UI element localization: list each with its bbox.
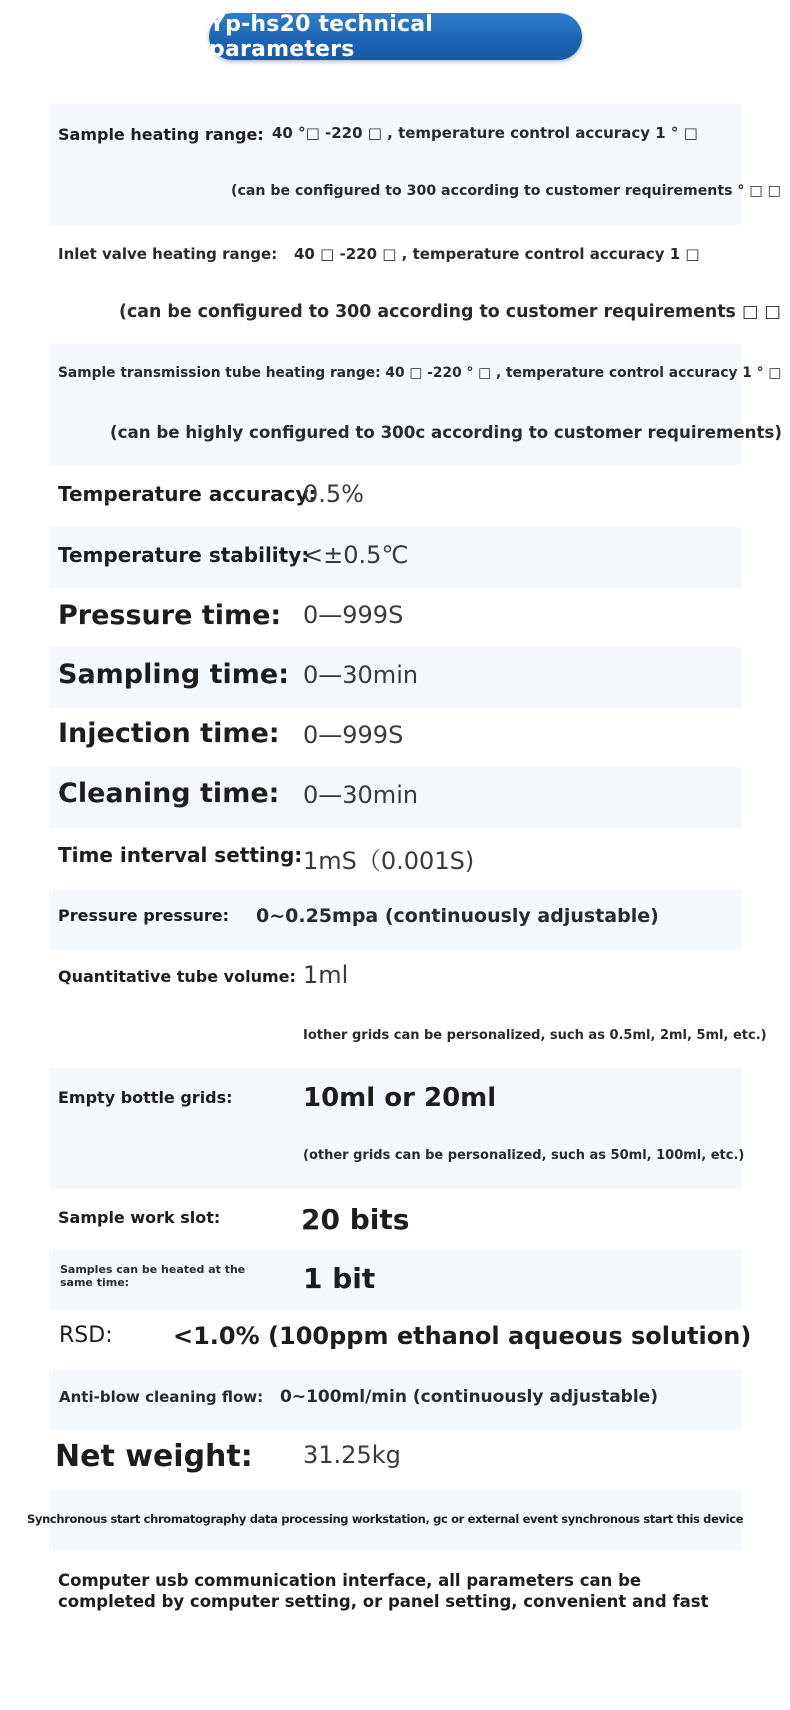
rsd-value: <1.0% (100ppm ethanol aqueous solution)	[173, 1322, 752, 1350]
inlet-valve-value: 40 □ -220 □ , temperature control accuracy 1 □	[294, 245, 700, 263]
pressure-pressure-label: Pressure pressure:	[58, 906, 229, 925]
time-interval-value: 1mS（0.001S)	[303, 847, 475, 875]
inlet-valve-label: Inlet valve heating range:	[58, 245, 278, 263]
quantitative-tube-note: Iother grids can be personalized, such as 0.5ml, 2ml, 5ml, etc.)	[303, 1028, 767, 1043]
heated-same-time-label-line1: Samples can be heated at the	[60, 1263, 246, 1276]
net-weight-label: Net weight:	[55, 1439, 253, 1474]
heated-same-time-value: 1 bit	[303, 1262, 376, 1295]
pressure-time-value: 0—999S	[303, 601, 404, 629]
sampling-time-label: Sampling time:	[58, 659, 289, 690]
synchronous-text: Synchronous start chromatography data processing workstation, gc or external event synchronous start this device	[27, 1512, 744, 1526]
pressure-time-label: Pressure time:	[58, 600, 282, 631]
temperature-accuracy-label: Temperature accuracy:	[58, 482, 317, 506]
page-title: Yp-hs20 technical parameters	[209, 13, 582, 60]
band-transmission-tube	[49, 344, 742, 465]
sample-heating-label: Sample heating range:	[58, 125, 264, 144]
sampling-time-value: 0—30min	[303, 661, 419, 689]
temperature-stability-value: <±0.5℃	[303, 541, 409, 569]
cleaning-time-label: Cleaning time:	[58, 778, 280, 809]
work-slot-label: Sample work slot:	[58, 1208, 221, 1227]
sample-heating-value: 40 °□ -220 □ , temperature control accuracy 1 ° □	[272, 124, 698, 142]
anti-blow-value: 0~100ml/min (continuously adjustable)	[280, 1387, 658, 1407]
temperature-accuracy-value: 0.5%	[303, 480, 364, 508]
quantitative-tube-value: 1ml	[303, 961, 349, 989]
band-sample-heating	[49, 104, 742, 225]
sample-heating-note: (can be configured to 300 according to customer requirements ° □ □	[231, 183, 782, 199]
temperature-stability-label: Temperature stability:	[58, 543, 310, 567]
net-weight-value: 31.25kg	[303, 1441, 401, 1469]
injection-time-label: Injection time:	[58, 718, 280, 749]
empty-bottle-note: (other grids can be personalized, such as 50ml, 100ml, etc.)	[303, 1148, 745, 1163]
work-slot-value: 20 bits	[301, 1203, 410, 1236]
cleaning-time-value: 0—30min	[303, 781, 419, 809]
inlet-valve-note: (can be configured to 300 according to customer requirements □ □	[119, 302, 781, 322]
usb-line1: Computer usb communication interface, all parameters can be	[58, 1571, 642, 1590]
rsd-label: RSD:	[59, 1323, 113, 1348]
empty-bottle-value: 10ml or 20ml	[303, 1083, 497, 1113]
pressure-pressure-value: 0~0.25mpa (continuously adjustable)	[256, 905, 659, 927]
time-interval-label: Time interval setting:	[58, 843, 303, 867]
anti-blow-label: Anti-blow cleaning flow:	[59, 1388, 264, 1406]
band-heated-same-time	[49, 1249, 742, 1310]
transmission-tube-note: (can be highly configured to 300c according to customer requirements)	[110, 423, 782, 442]
empty-bottle-label: Empty bottle grids:	[58, 1088, 233, 1107]
heated-same-time-label-line2: same time:	[60, 1276, 130, 1289]
injection-time-value: 0—999S	[303, 721, 404, 749]
usb-line2: completed by computer setting, or panel setting, convenient and fast	[58, 1592, 709, 1611]
transmission-tube-text: Sample transmission tube heating range: 40 □ -220 ° □ , temperature control accuracy 1 ° □	[58, 365, 782, 381]
quantitative-tube-label: Quantitative tube volume:	[58, 967, 296, 986]
